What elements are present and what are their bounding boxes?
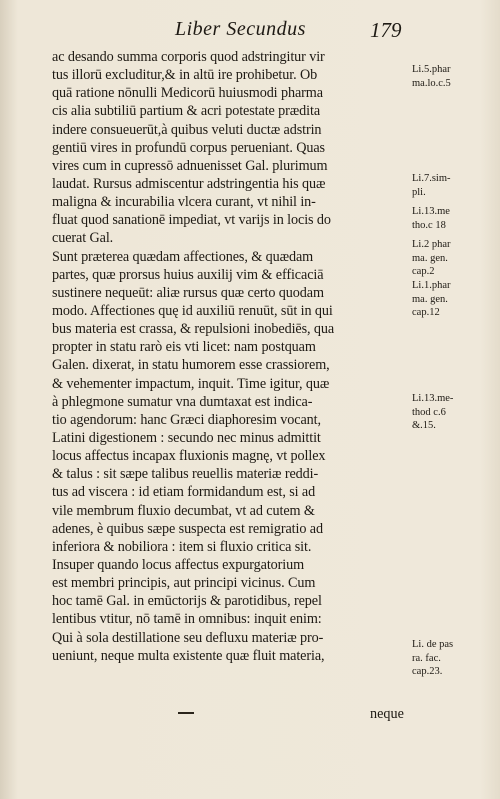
text-line: indere consueuerūt,à quibus veluti ductæ adstrin <box>52 121 322 138</box>
text-line: ac desando summa corporis quod adstringitur vir <box>52 49 325 65</box>
text-line: adenes, è quibus sæpe suspecta est remigratio ad <box>52 520 323 537</box>
margin-note <box>412 205 498 232</box>
text-line: maligna & incurabilia vlcera curant, vt nihil in- <box>52 194 316 211</box>
margin-note <box>412 279 498 320</box>
margin-note-line: Li.13.me- <box>412 393 454 404</box>
margin-note-line: ma.lo.c.5 <box>412 77 451 89</box>
page-number: 179 <box>370 18 402 42</box>
text-line: vile membrum fluxio decumbat, vt ad cutem & <box>52 502 315 519</box>
text-line: tus ad viscera : id etiam formidandum est, si ad <box>52 484 316 501</box>
margin-note-line: tho.c 18 <box>412 219 446 231</box>
margin-note-line: Li.2 phar <box>412 239 451 250</box>
text-line: propter in statu rarò eis vti licet: nam postquam <box>52 339 316 356</box>
text-line: Sunt præterea quædam affectiones, & quædam <box>52 248 314 265</box>
text-line: inferiora & nobiliora : item si fluxio critica sit. <box>52 538 312 555</box>
margin-note <box>412 638 498 679</box>
margin-note-line: &.15. <box>412 420 436 431</box>
text-line: partes, quæ prorsus huius auxilij vim & efficaciā <box>52 266 324 283</box>
text-line: & vehementer impactum, inquit. Time igitur, quæ <box>52 375 330 392</box>
text-line: Insuper quando locus affectus expurgatorium <box>52 556 305 573</box>
text-line: Latini digestionem : secundo nec minus admittit <box>52 429 321 446</box>
text-line: vires cum in cupressō adnuenisset Gal. plurimum <box>52 157 328 174</box>
margin-note-line: cap.23. <box>412 666 443 677</box>
signature-mark <box>178 712 194 714</box>
margin-note-line: ma. gen. <box>412 293 448 305</box>
text-line: tio agendorum: hanc Græci diaphoresim vocant, <box>52 411 321 428</box>
text-line: & talus : sit sæpe talibus reuellis materiæ reddi- <box>52 466 319 483</box>
text-line: lentibus vtitur, nō tamē in omnibus: inquit enim: <box>52 611 322 628</box>
margin-note-line: Li.7.sim- <box>412 173 451 184</box>
text-line: à phlegmone sumatur vna dumtaxat est indica- <box>52 393 313 410</box>
margin-note <box>412 172 498 199</box>
text-line: cuerat Gal. <box>52 230 114 247</box>
margin-note-line: ma. gen. <box>412 252 448 264</box>
text-line: bus materia est crassa, & repulsioni inobediēs, qua <box>52 321 335 338</box>
margin-note-line: ra. fac. <box>412 652 441 664</box>
text-line: Qui à sola destillatione seu defluxu materiæ pro- <box>52 629 324 646</box>
text-line: hoc tamē Gal. in emūctorijs & parotidibus, repel <box>52 593 322 610</box>
text-line: cis alia subtiliū partium & acri potestate prædita <box>52 103 321 120</box>
text-line: Galen. dixerat, in statu humorem esse crassiorem, <box>52 357 330 374</box>
text-line: gentiū vires in profundū corpus perueniant. Quas <box>52 139 325 156</box>
margin-note <box>412 238 498 279</box>
text-line: locus affectus incapax fluxionis magnę, vt pollex <box>52 448 326 465</box>
body-text <box>52 48 407 665</box>
margin-note-line: thod c.6 <box>412 406 446 418</box>
catchword: neque <box>370 706 404 722</box>
margin-note-line: Li.5.phar <box>412 64 451 75</box>
running-head: Liber Secundus <box>175 18 306 40</box>
text-line: quā ratione nōnulli Medicorū huiusmodi pharma <box>52 85 323 102</box>
margin-note-line: Li. de pas <box>412 639 454 650</box>
text-line: ueniunt, neque multa existente quæ fluit materia, <box>52 647 325 664</box>
text-line: tus illorū excluditur,& in altū ire prohibetur. Ob <box>52 67 318 84</box>
margin-note <box>412 63 498 90</box>
text-line: sustinere nequeūt: aliæ rursus quæ certo quodam <box>52 284 324 301</box>
text-line: fluat quod sanationē impediat, vt varijs in locis do <box>52 212 331 229</box>
text-line: laudat. Rursus admiscentur adstringentia his quæ <box>52 175 326 192</box>
text-line: modo. Affectiones quę id auxiliū renuūt, sūt in qui <box>52 302 333 319</box>
margin-note <box>412 392 498 433</box>
margin-note-line: Li.1.phar <box>412 280 451 291</box>
margin-note-line: pli. <box>412 186 426 198</box>
margin-note-line: cap.2 <box>412 266 435 277</box>
margin-note-line: cap.12 <box>412 307 440 318</box>
margin-note-line: Li.13.me <box>412 206 450 217</box>
text-line: est membri principis, aut principi vicinus. Cum <box>52 575 316 592</box>
